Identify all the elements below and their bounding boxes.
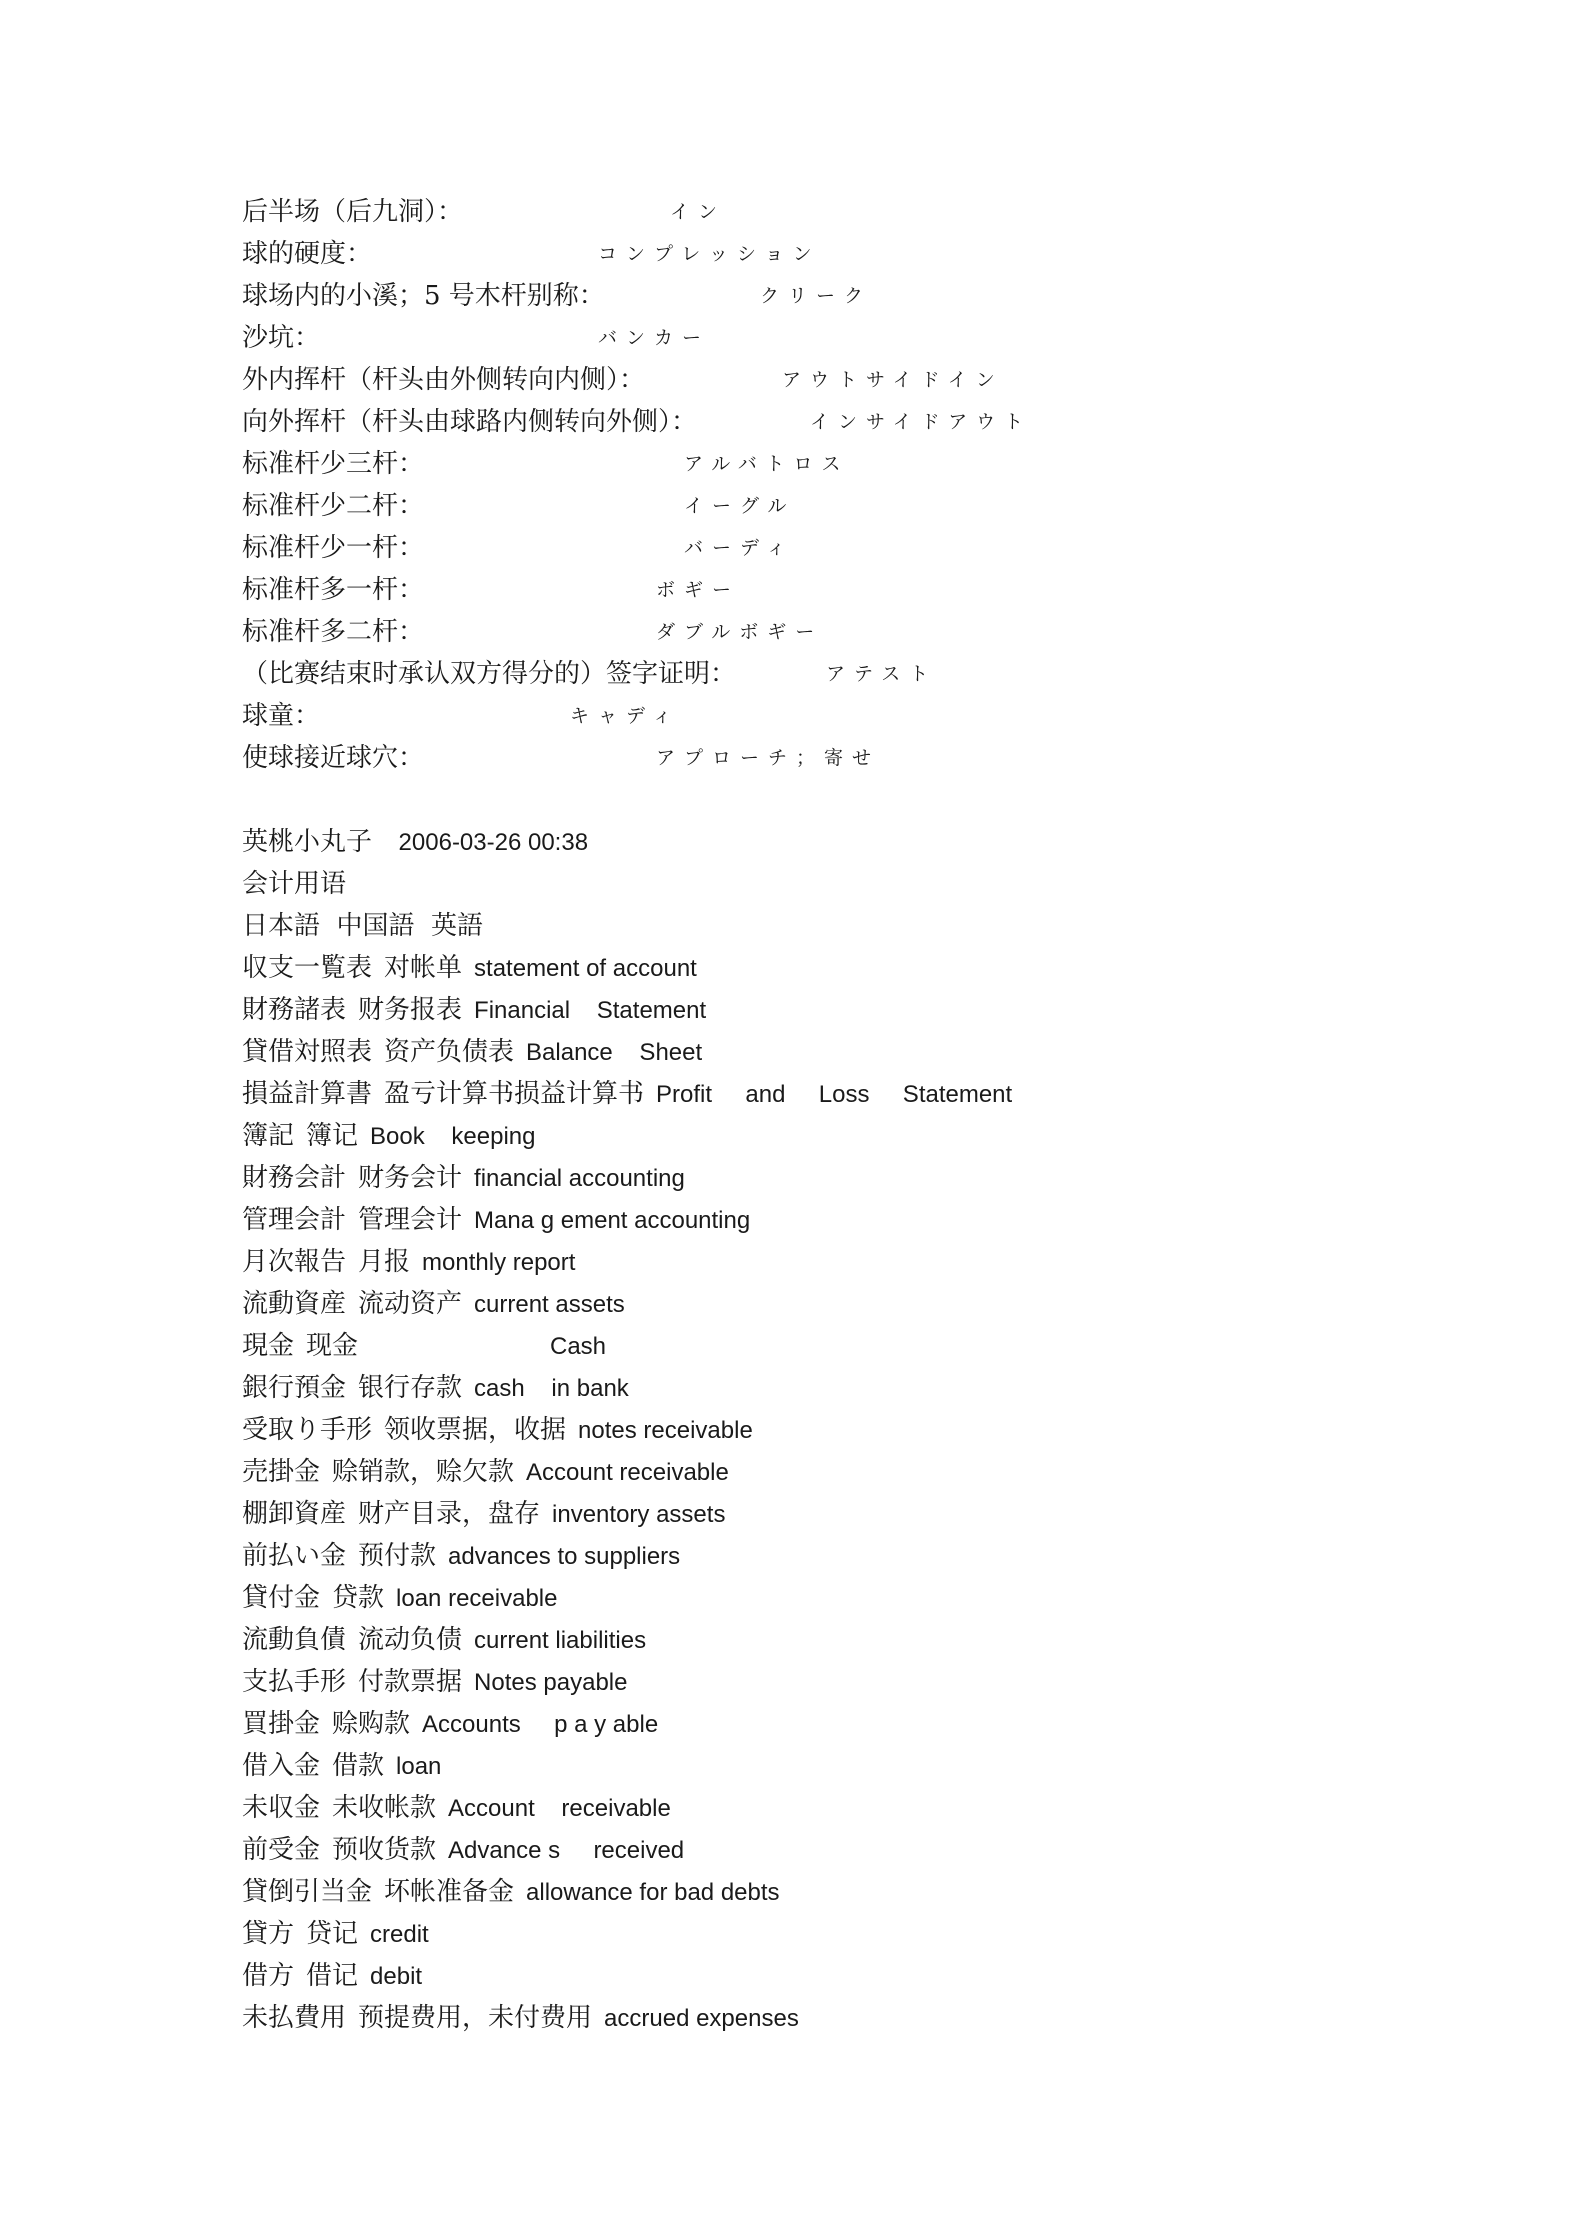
- accounting-term-row: [242, 1035, 702, 1070]
- term-english: loan: [396, 1753, 442, 1780]
- term-japanese: 管理会計: [242, 1205, 347, 1235]
- golf-term-jp: アテスト: [826, 663, 938, 685]
- golf-term-row: [242, 615, 424, 649]
- golf-term-jp: アプローチ；寄せ: [656, 747, 881, 769]
- golf-term-jp: コンプレッション: [598, 243, 821, 265]
- golf-term-jp: アウトサイドイン: [782, 369, 1004, 391]
- term-chinese: 财产目录，盘存: [358, 1499, 541, 1529]
- golf-term-zh: 标准杆多二杆：: [242, 617, 425, 647]
- golf-term-row: [242, 741, 424, 775]
- term-chinese: 财务会计: [358, 1163, 463, 1193]
- term-english-row: [550, 1329, 606, 1364]
- term-english: Accounts p a y able: [422, 1711, 659, 1738]
- golf-term-zh: 球童：: [242, 701, 321, 731]
- term-chinese: 领收票据，收据: [384, 1415, 567, 1445]
- golf-term-jp: クリーク: [760, 285, 873, 307]
- term-chinese: 对帐单: [384, 953, 463, 983]
- accounting-term-row: [242, 2001, 799, 2036]
- accounting-term-row: [242, 1959, 422, 1994]
- term-chinese: 预付款: [358, 1541, 437, 1571]
- golf-term-jp: キャディ: [570, 705, 681, 727]
- accounting-term-row: [242, 1245, 575, 1280]
- golf-term-row: [242, 489, 424, 523]
- golf-term-row: [242, 321, 320, 355]
- post-meta: [242, 825, 588, 860]
- term-japanese: 前受金: [242, 1835, 321, 1865]
- golf-term-zh: 向外挥杆（杆头由球路内侧转向外侧）：: [242, 407, 698, 437]
- accounting-term-row: [242, 951, 697, 986]
- term-english: Account receivable: [448, 1795, 671, 1822]
- term-japanese: 支払手形: [242, 1667, 347, 1697]
- golf-term-row: [242, 237, 372, 271]
- term-english: Financial Statement: [474, 997, 707, 1024]
- term-chinese: 付款票据: [358, 1667, 463, 1697]
- term-chinese: 赊购款: [332, 1709, 411, 1739]
- term-english: statement of account: [474, 955, 697, 982]
- term-english: debit: [370, 1963, 423, 1990]
- term-english: Notes payable: [474, 1669, 628, 1696]
- term-english: notes receivable: [578, 1417, 753, 1444]
- term-japanese: 月次報告: [242, 1247, 347, 1277]
- golf-term-zh: 外内挥杆（杆头由外侧转向内侧）：: [242, 365, 646, 395]
- golf-term-row: [242, 657, 736, 691]
- accounting-term-row: [242, 1371, 629, 1406]
- term-chinese: 财务报表: [358, 995, 463, 1025]
- golf-term-row: [242, 531, 424, 565]
- term-japanese: 未収金: [242, 1793, 321, 1823]
- term-japanese: 財務会計: [242, 1163, 347, 1193]
- accounting-term-row: [242, 1665, 627, 1700]
- accounting-term-row: [242, 1455, 729, 1490]
- column-header: 日本語 中国語 英語: [242, 911, 484, 941]
- golf-term-row: [242, 699, 320, 733]
- term-chinese: 管理会计: [358, 1205, 463, 1235]
- term-chinese: 盈亏计算书损益计算书: [384, 1079, 645, 1109]
- accounting-term-row: [242, 1875, 780, 1910]
- golf-term-row: [242, 573, 424, 607]
- term-japanese: 簿記: [242, 1121, 295, 1151]
- term-japanese: 流動資産: [242, 1289, 347, 1319]
- term-chinese: 贷款: [332, 1583, 385, 1613]
- term-japanese: 前払い金: [242, 1541, 347, 1571]
- term-japanese: 貸付金: [242, 1583, 321, 1613]
- term-japanese: 未払費用: [242, 2003, 347, 2033]
- accounting-term-row: [242, 1623, 646, 1658]
- golf-term-jp: アルバトロス: [684, 453, 850, 475]
- term-japanese: 貸借対照表: [242, 1037, 373, 1067]
- term-japanese: 現金: [242, 1331, 295, 1361]
- term-english: advances to suppliers: [448, 1543, 681, 1570]
- golf-term-jp: バーディ: [684, 537, 795, 559]
- term-english: credit: [370, 1921, 429, 1948]
- term-japanese: 貸方: [242, 1919, 295, 1949]
- accounting-term-row: [242, 1791, 671, 1826]
- accounting-term-row: [242, 1707, 658, 1742]
- accounting-term-row: [242, 1539, 680, 1574]
- accounting-term-row: [242, 1749, 441, 1784]
- term-chinese: 贷记: [306, 1919, 359, 1949]
- term-japanese: 棚卸資産: [242, 1499, 347, 1529]
- accounting-term-row: [242, 1581, 557, 1616]
- term-chinese: 坏帐准备金: [384, 1877, 515, 1907]
- golf-term-zh: 沙坑：: [242, 323, 321, 353]
- term-english: monthly report: [422, 1249, 576, 1276]
- golf-term-jp: イン: [670, 201, 727, 223]
- term-chinese: 银行存款: [358, 1373, 463, 1403]
- accounting-term-row: [242, 1329, 370, 1363]
- golf-term-zh: 标准杆多一杆：: [242, 575, 425, 605]
- term-japanese: 借方: [242, 1961, 295, 1991]
- golf-term-zh: 球场内的小溪；5 号木杆别称：: [242, 281, 605, 311]
- term-chinese: 流动资产: [358, 1289, 463, 1319]
- term-japanese: 損益計算書: [242, 1079, 373, 1109]
- term-english: Balance Sheet: [526, 1039, 703, 1066]
- term-chinese: 预收货款: [332, 1835, 437, 1865]
- accounting-term-row: [242, 1497, 725, 1532]
- term-chinese: 月报: [358, 1247, 411, 1277]
- term-english: current liabilities: [474, 1627, 647, 1654]
- accounting-term-row: [242, 1287, 625, 1322]
- term-japanese: 銀行預金: [242, 1373, 347, 1403]
- term-japanese: 収支一覧表: [242, 953, 373, 983]
- term-english: Account receivable: [526, 1459, 729, 1486]
- term-english: Cash: [550, 1333, 607, 1360]
- term-chinese: 簿记: [306, 1121, 359, 1151]
- accounting-term-row: [242, 1413, 753, 1448]
- golf-term-row: [242, 363, 645, 397]
- golf-term-zh: 标准杆少一杆：: [242, 533, 425, 563]
- term-japanese: 借入金: [242, 1751, 321, 1781]
- golf-term-zh: 球的硬度：: [242, 239, 373, 269]
- term-english: accrued expenses: [604, 2005, 799, 2032]
- term-english: Advance s received: [448, 1837, 685, 1864]
- term-japanese: 受取り手形: [242, 1415, 373, 1445]
- term-english: Book keeping: [370, 1123, 536, 1150]
- term-english: Mana g ement accounting: [474, 1207, 751, 1234]
- golf-term-row: [242, 195, 463, 229]
- accounting-term-row: [242, 1203, 750, 1238]
- golf-term-zh: （比赛结束时承认双方得分的）签字证明：: [242, 659, 737, 689]
- term-chinese: 流动负债: [358, 1625, 463, 1655]
- golf-term-row: [242, 405, 697, 439]
- term-chinese: 未收帐款: [332, 1793, 437, 1823]
- term-english: Profit and Loss Statement: [656, 1081, 1013, 1108]
- golf-term-zh: 后半场（后九洞）：: [242, 197, 464, 227]
- golf-term-row: [242, 279, 605, 313]
- accounting-term-row: [242, 1077, 1012, 1112]
- post-author: 英桃小丸子: [242, 827, 373, 857]
- accounting-term-row: [242, 1833, 684, 1868]
- term-english: loan receivable: [396, 1585, 558, 1612]
- term-chinese: 资产负债表: [384, 1037, 515, 1067]
- term-chinese: 预提费用，未付费用: [358, 2003, 593, 2033]
- accounting-term-row: [242, 1917, 429, 1952]
- term-japanese: 流動負債: [242, 1625, 347, 1655]
- golf-term-jp: バンカー: [598, 327, 711, 349]
- term-chinese: 借记: [306, 1961, 359, 1991]
- term-english: cash in bank: [474, 1375, 629, 1402]
- accounting-term-row: [242, 993, 706, 1028]
- term-english: financial accounting: [474, 1165, 685, 1192]
- golf-term-zh: 使球接近球穴：: [242, 743, 425, 773]
- term-japanese: 財務諸表: [242, 995, 347, 1025]
- term-japanese: 売掛金: [242, 1457, 321, 1487]
- accounting-term-row: [242, 1161, 685, 1196]
- accounting-term-row: [242, 1119, 535, 1154]
- term-chinese: 现金: [306, 1331, 359, 1361]
- golf-term-jp: イーグル: [684, 495, 796, 517]
- golf-term-zh: 标准杆少二杆：: [242, 491, 425, 521]
- golf-term-zh: 标准杆少三杆：: [242, 449, 425, 479]
- post-timestamp: 2006-03-26 00:38: [398, 829, 589, 856]
- term-chinese: 借款: [332, 1751, 385, 1781]
- term-english: inventory assets: [552, 1501, 726, 1528]
- golf-term-jp: ボギー: [656, 579, 741, 601]
- post-title: 会计用语: [242, 869, 347, 899]
- term-japanese: 買掛金: [242, 1709, 321, 1739]
- golf-term-row: [242, 447, 424, 481]
- term-english: allowance for bad debts: [526, 1879, 780, 1906]
- term-chinese: 赊销款，赊欠款: [332, 1457, 515, 1487]
- term-japanese: 貸倒引当金: [242, 1877, 373, 1907]
- term-english: current assets: [474, 1291, 625, 1318]
- golf-term-jp: ダブルボギー: [656, 621, 824, 643]
- golf-term-jp: インサイドアウト: [810, 411, 1033, 433]
